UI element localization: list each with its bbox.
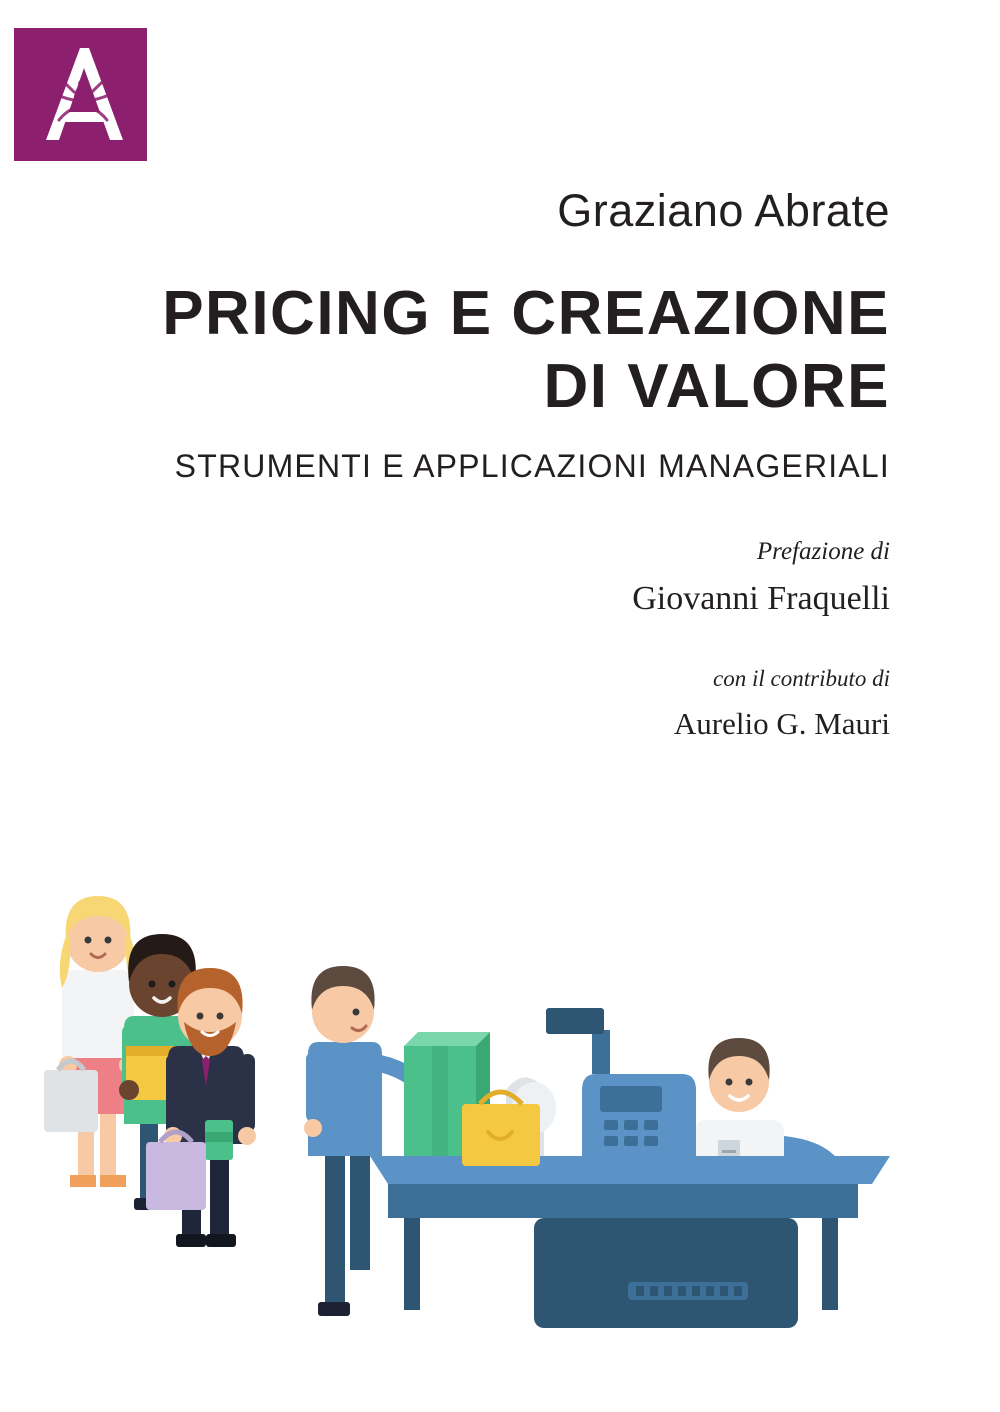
cover-title [90,278,890,423]
contribution-label: con il contributo di [713,666,890,691]
contribution-author: Aurelio G. Mauri [673,706,890,741]
cover-title-line-1: PRICING E CREAZIONE [162,279,890,348]
cover-subtitle: STRUMENTI E APPLICAZIONI MANAGERIALI [174,448,890,484]
aracne-letter-a-logo-icon [26,40,136,150]
shopping-bag-purple [146,1132,206,1210]
shopping-bag-grey [44,1061,98,1132]
supermarket-checkout-queue-illustration [0,820,1000,1340]
cover-author: Graziano Abrate [557,185,890,236]
preface-author: Giovanni Fraquelli [632,580,890,617]
beverage-can-green [205,1120,233,1160]
illustration-canvas [0,820,1000,1340]
checkout-counter [370,1156,890,1328]
preface-label: Prefazione di [756,538,890,565]
goods-on-belt [404,1032,540,1166]
cover-title-line-2: DI VALORE [543,351,890,421]
publisher-logo [14,28,147,161]
